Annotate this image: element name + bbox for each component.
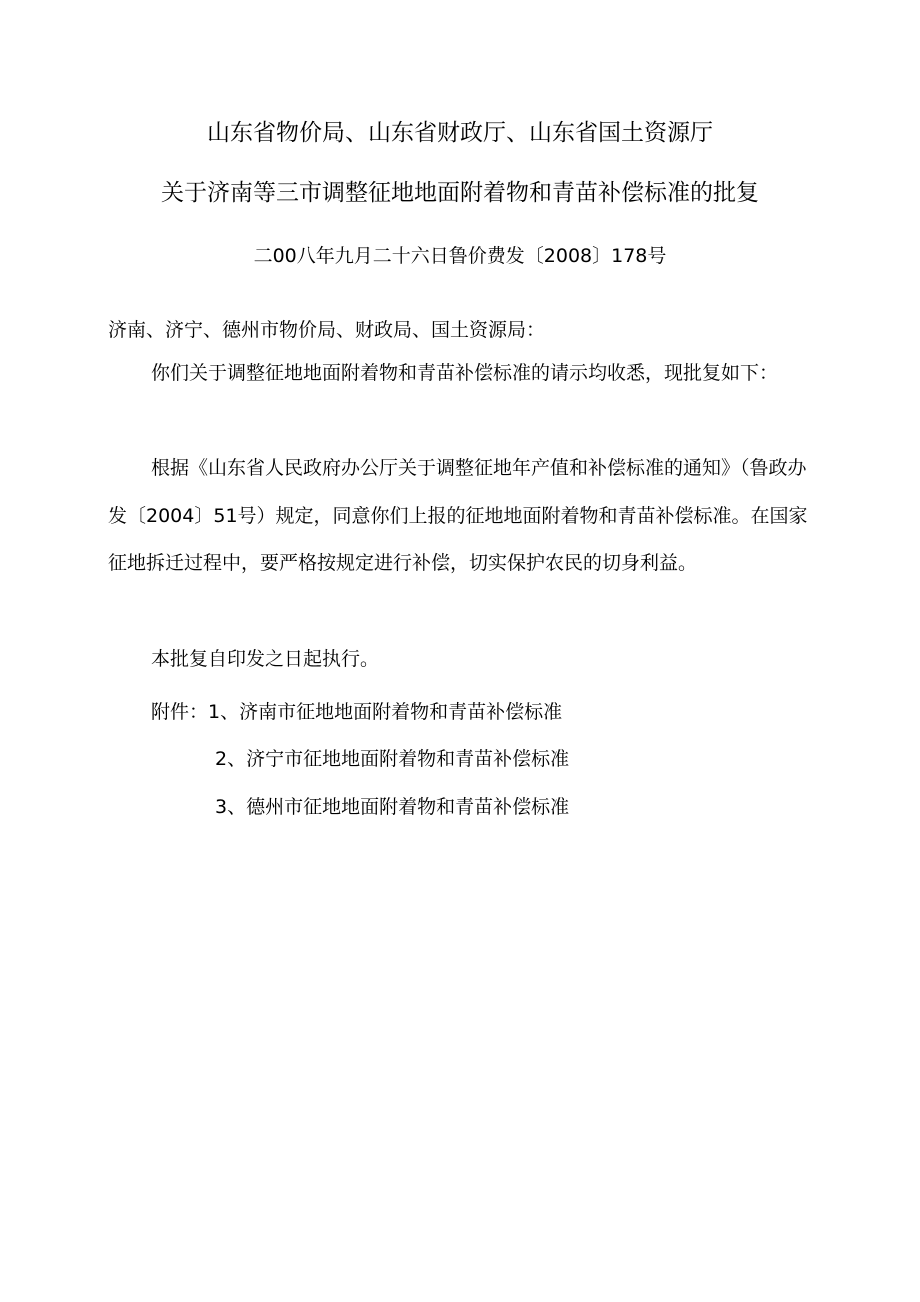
attachment-item-1: 附件：1、济南市征地地面附着物和青苗补偿标准: [151, 701, 563, 723]
attachment-item-2: 2、济宁市征地地面附着物和青苗补偿标准: [215, 748, 570, 770]
document-title-line2: 关于济南等三市调整征地地面附着物和青苗补偿标准的批复: [161, 180, 759, 206]
paragraph-3: 本批复自印发之日起执行。: [151, 648, 380, 670]
paragraph-1: 你们关于调整征地地面附着物和青苗补偿标准的请示均收悉，现批复如下：: [151, 362, 779, 384]
paragraph-2: 根据《山东省人民政府办公厅关于调整征地年产值和补偿标准的通知》（鲁政办发〔2004〕51号）规定，同意你们上报的征地地面附着物和青苗补偿标准。在国家征地拆迁过程中，要严格按规定进行补偿，切实保护农民的切身利益。: [108, 457, 808, 574]
salutation: 济南、济宁、德州市物价局、财政局、国土资源局：: [108, 319, 546, 341]
attachment-item-3: 3、德州市征地地面附着物和青苗补偿标准: [215, 796, 570, 818]
document-date-number: 二00八年九月二十六日鲁价费发〔2008〕178号: [253, 245, 667, 267]
document-title-line1: 山东省物价局、山东省财政厅、山东省国土资源厅: [207, 120, 713, 146]
